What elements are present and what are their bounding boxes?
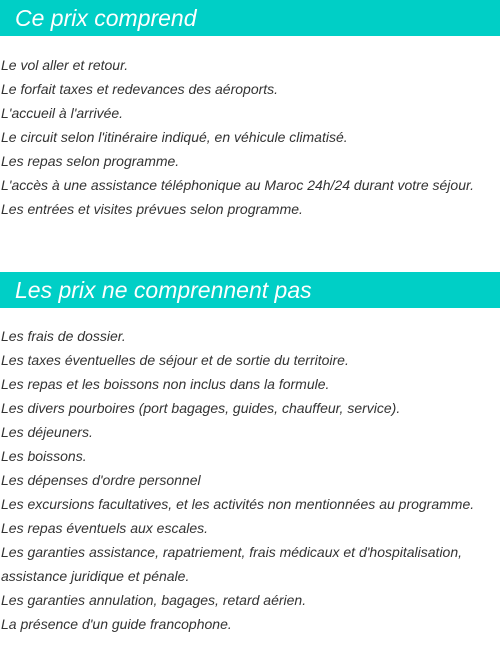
list-item: Les excursions facultatives, et les activités non mentionnées au programme.: [1, 496, 475, 512]
list-item: L'accès à une assistance téléphonique au Maroc 24h/24 durant votre séjour.: [1, 177, 475, 193]
list-item: Les repas éventuels aux escales.: [1, 520, 209, 536]
list-item: Les entrées et visites prévues selon programme.: [1, 201, 303, 217]
list-item: Les garanties annulation, bagages, retard aérien.: [1, 592, 307, 608]
list-item: La présence d'un guide francophone.: [1, 616, 232, 632]
list-item: Les repas selon programme.: [1, 153, 180, 169]
list-item: Les déjeuners.: [1, 424, 93, 440]
list-item: Les frais de dossier.: [1, 328, 126, 344]
list-item: Les dépenses d'ordre personnel: [1, 472, 201, 488]
includes-list: [1, 53, 500, 221]
list-item: L'accueil à l'arrivée.: [1, 105, 124, 121]
list-item: Les taxes éventuelles de séjour et de sortie du territoire.: [1, 352, 349, 368]
list-item: Le vol aller et retour.: [1, 57, 129, 73]
list-item: Le forfait taxes et redevances des aéroports.: [1, 81, 279, 97]
list-item: Les garanties assistance, rapatriement, frais médicaux et d'hospitalisation,: [1, 544, 463, 560]
section-header-excludes: Les prix ne comprennent pas: [0, 272, 500, 308]
list-item: Les repas et les boissons non inclus dans la formule.: [1, 376, 330, 392]
list-item: Les boissons.: [1, 448, 87, 464]
list-item: assistance juridique et pénale.: [1, 568, 190, 584]
excludes-list: [1, 324, 500, 636]
section-header-includes: Ce prix comprend: [0, 0, 500, 36]
list-item: Les divers pourboires (port bagages, guides, chauffeur, service).: [1, 400, 401, 416]
list-item: Le circuit selon l'itinéraire indiqué, en véhicule climatisé.: [1, 129, 348, 145]
